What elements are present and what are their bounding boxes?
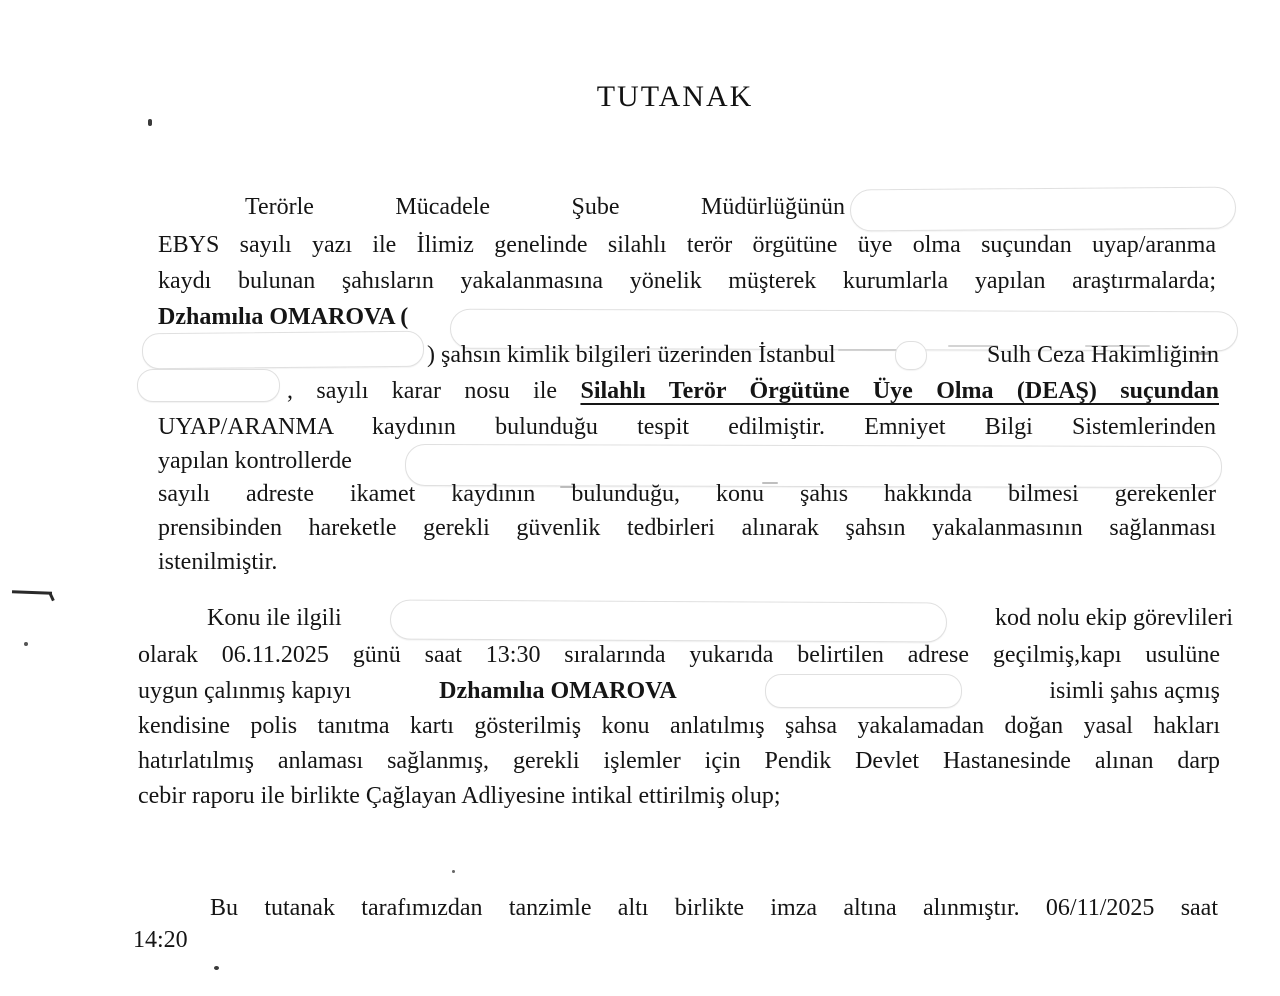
redaction-blob [142,331,424,369]
closing-line: Bu tutanak tarafımızdan tanzimle altı birlikte imza altına alınmıştır. 06/11/2025 saat [210,895,1218,921]
report-line: hatırlatılmış anlaması sağlanmış, gerekli işlemler için Pendik Devlet Hastanesinde alınan darp [138,748,1220,774]
report-text: Sulh Ceza Hakimliğinin [987,342,1219,368]
report-line: istenilmiştir. [158,549,278,575]
report-line-intro: Terörle Mücadele Şube Müdürlüğünün [245,194,845,220]
report-line: kaydı bulunan şahısların yakalanmasına yönelik müşterek kurumlarla yapılan araştırmalarda; [158,268,1216,294]
scan-artifact [48,592,55,601]
redaction-blob [137,369,280,402]
report-line [138,674,1220,708]
scan-artifact [148,119,152,126]
report-line [287,374,1219,408]
report-line: yapılan kontrollerde [158,448,352,474]
scan-artifact [12,590,52,594]
report-line: sayılı adreste ikamet kaydının bulunduğu, konu şahıs hakkında bilmesi gerekenler [158,481,1216,507]
person-name: Dzhamılıa OMAROVA ( [158,304,409,330]
redaction-blob [765,674,962,708]
person-name: Dzhamılıa OMAROVA [439,678,677,704]
report-text: uygun çalınmış kapıyı [138,678,352,704]
report-text: isimli şahıs açmış [1049,678,1220,704]
report-line: cebir raporu ile birlikte Çağlayan Adliyesine intikal ettirilmiş olup; [138,783,781,809]
redaction-blob-small [895,341,927,370]
scan-artifact [214,966,219,970]
scan-artifact [24,642,28,646]
report-line: prensibinden hareketle gerekli güvenlik tedbirleri alınarak şahsın yakalanmasının sağlanması [158,515,1216,541]
report-text: Konu ile ilgili [207,605,342,631]
report-line: kendisine polis tanıtma kartı gösterilmiş konu anlatılmış şahsa yakalamadan doğan yasal hakları [138,713,1220,739]
redaction-blob [850,187,1236,232]
redaction-blob [390,600,947,643]
report-text: , sayılı karar nosu ile [287,378,558,404]
document-title: TUTANAK [596,80,754,113]
report-line [207,601,1233,641]
report-text: ) şahsın kimlik bilgileri üzerinden İstanbul [427,342,836,368]
report-line [427,338,1219,372]
scan-artifact [452,870,455,873]
report-line: EBYS sayılı yazı ile İlimiz genelinde silahlı terör örgütüne üye olma suçundan uyap/aranma [158,232,1216,258]
report-text: kod nolu ekip görevlileri [995,605,1233,631]
charge-phrase: Silahlı Terör Örgütüne Üye Olma (DEAŞ) suçundan [580,378,1219,404]
report-line: olarak 06.11.2025 günü saat 13:30 sıralarında yukarıda belirtilen adrese geçilmiş,kapı usulüne [138,642,1220,668]
closing-time: 14:20 [133,927,188,953]
report-line: UYAP/ARANMA kaydının bulunduğu tespit edilmiştir. Emniyet Bilgi Sistemlerinden [158,414,1216,440]
